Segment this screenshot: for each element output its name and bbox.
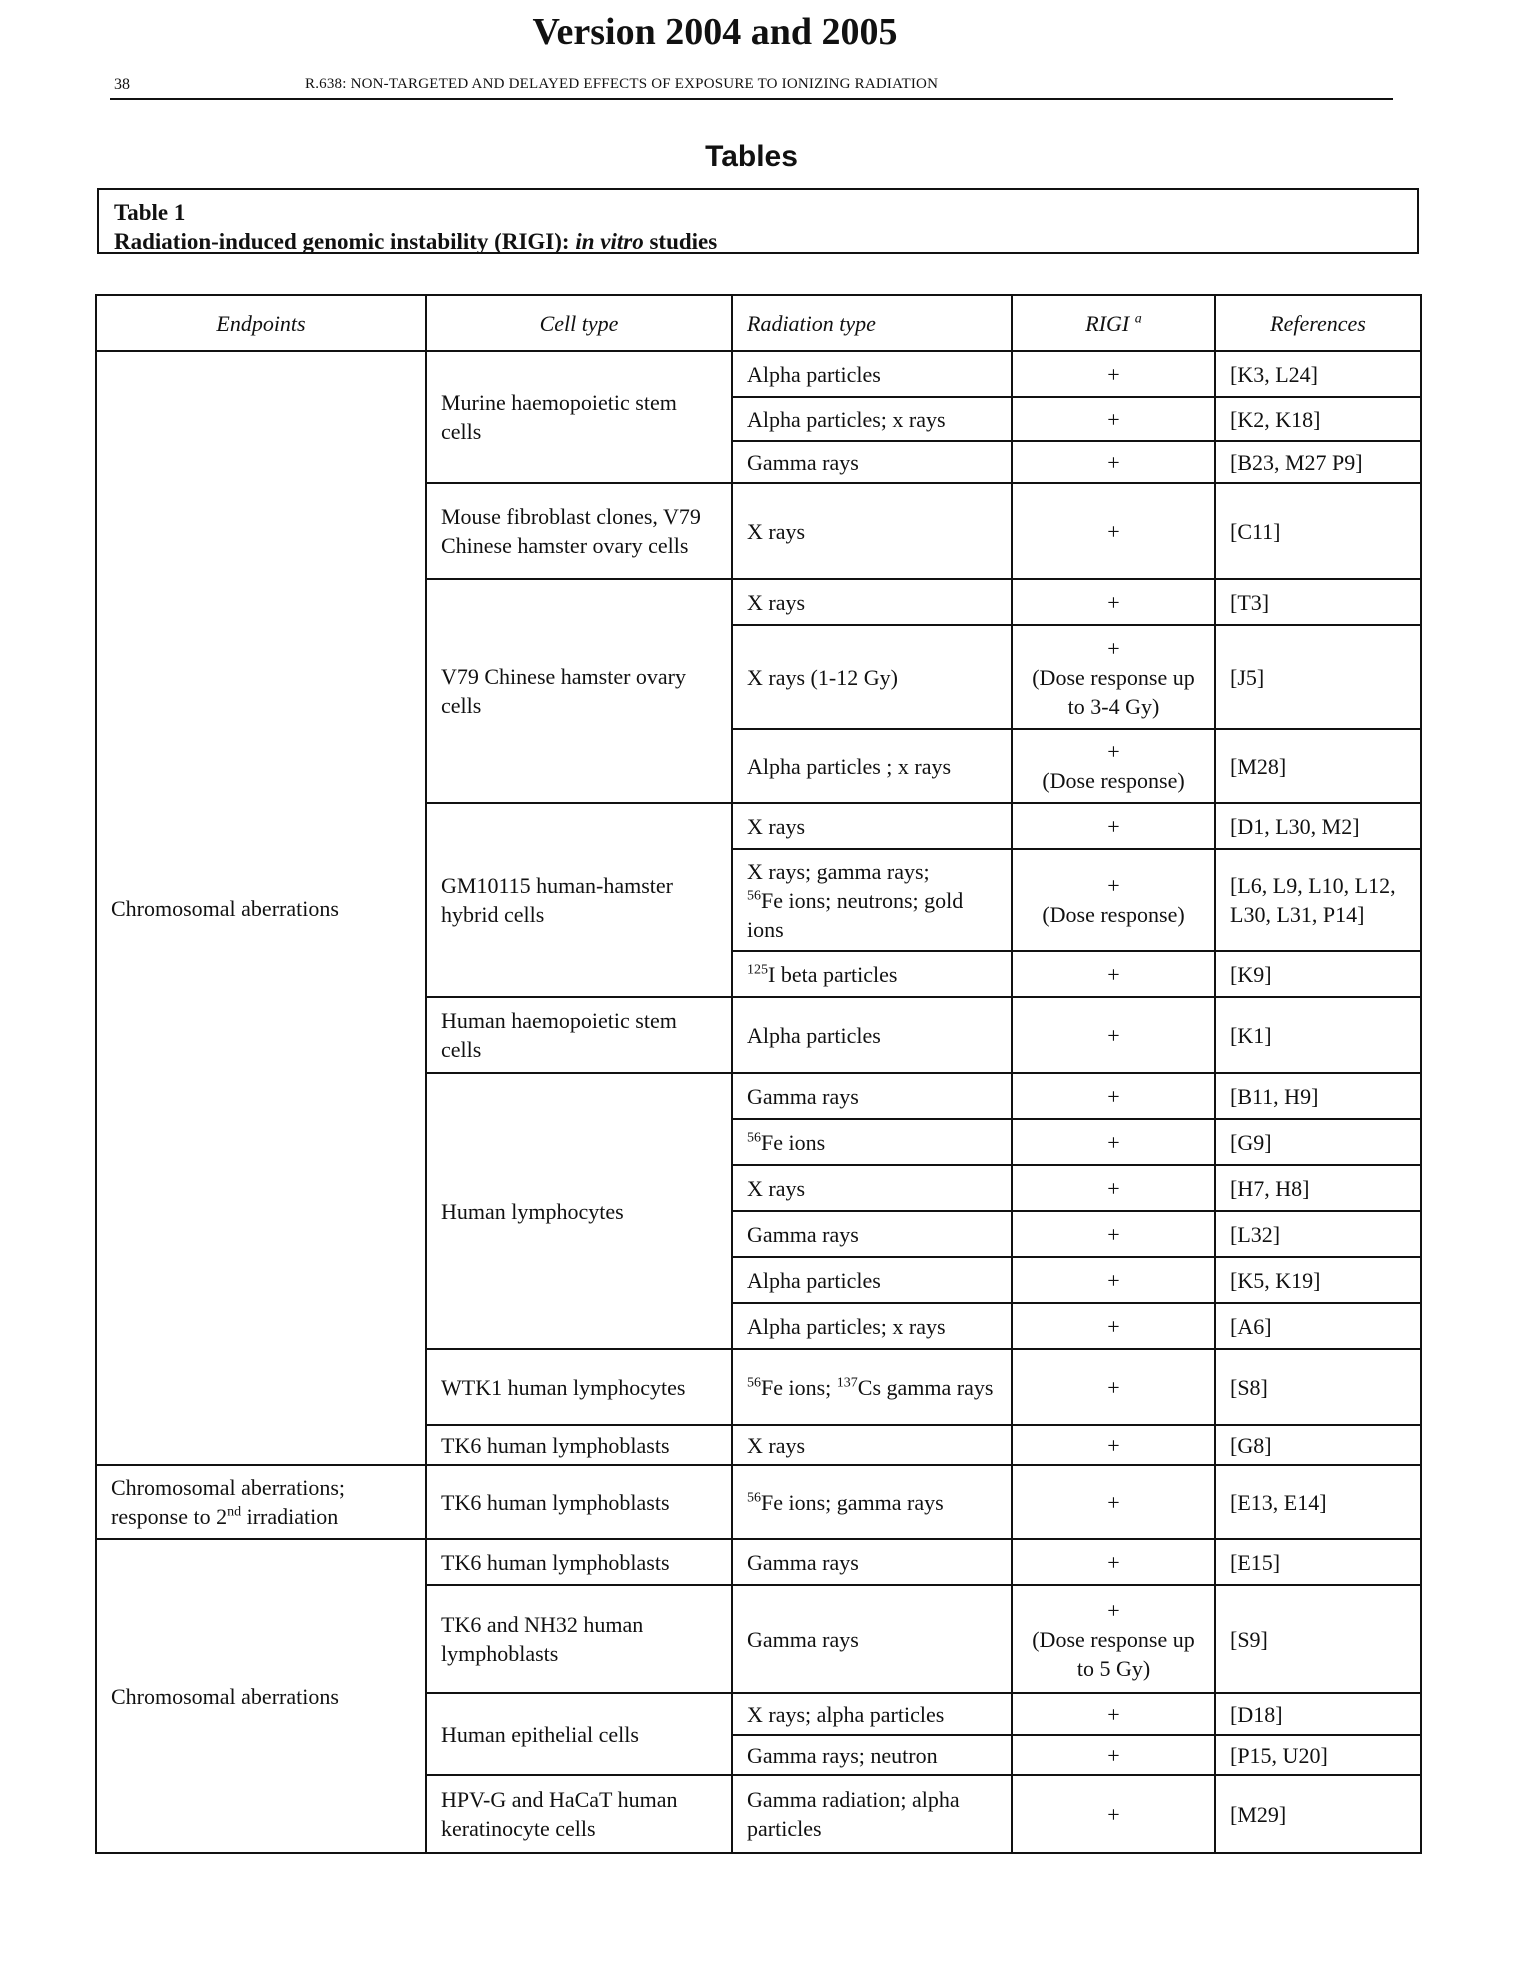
reference-cell: [L32] [1215,1211,1421,1257]
reference-cell: [M29] [1215,1775,1421,1853]
rigi-cell: + [1012,803,1215,849]
version-banner: Version 2004 and 2005 [532,11,898,53]
section-title: Tables [705,140,798,173]
cell-type-cell: TK6 human lymphoblasts [426,1465,732,1539]
reference-cell: [E15] [1215,1539,1421,1585]
rigi-cell: + (Dose response) [1012,849,1215,951]
reference-cell: [J5] [1215,625,1421,729]
cell-type-cell: Human epithelial cells [426,1693,732,1775]
cell-type-cell: GM10115 human-hamster hybrid cells [426,803,732,997]
radiation-cell: Gamma rays [732,1539,1012,1585]
table-number: Table 1 [114,200,186,225]
reference-cell: [B23, M27 P9] [1215,441,1421,483]
reference-cell: [K2, K18] [1215,397,1421,441]
radiation-cell: X rays [732,483,1012,579]
endpoint-cell: Chromosomal aberrations; response to 2nd irradiation [96,1465,426,1539]
radiation-cell: Gamma rays [732,441,1012,483]
page-number: 38 [114,76,130,93]
rigi-cell: + [1012,441,1215,483]
reference-cell: [L6, L9, L10, L12, L30, L31, P14] [1215,849,1421,951]
rigi-cell: + [1012,1073,1215,1119]
rigi-cell: + [1012,1119,1215,1165]
rigi-cell: + (Dose response up to 3-4 Gy) [1012,625,1215,729]
rigi-cell: + [1012,579,1215,625]
rigi-cell: + (Dose response up to 5 Gy) [1012,1585,1215,1693]
rigi-cell: + [1012,1775,1215,1853]
reference-cell: [K1] [1215,997,1421,1073]
rigi-cell: + [1012,1425,1215,1465]
col-header-references: References [1215,295,1421,351]
reference-cell: [K3, L24] [1215,351,1421,397]
endpoint-cell: Chromosomal aberrations [96,1539,426,1853]
col-header-endpoints: Endpoints [96,295,426,351]
radiation-cell: $^{56}$Fe ions; gamma rays [732,1465,1012,1539]
table-title-suffix: studies [643,229,718,254]
rigi-cell: + [1012,397,1215,441]
radiation-cell: $^{56}$Fe ions; $^{137}$Cs gamma rays [732,1349,1012,1425]
reference-cell: [S8] [1215,1349,1421,1425]
radiation-cell: Alpha particles; x rays [732,397,1012,441]
col-header-rigi: RIGI $^a$ [1012,295,1215,351]
rigi-table [95,294,1422,1854]
rigi-cell: + [1012,997,1215,1073]
rigi-cell: + [1012,1211,1215,1257]
cell-type-cell: Human haemopoietic stem cells [426,997,732,1073]
header-title: R.638: NON-TARGETED AND DELAYED EFFECTS OF EXPOSURE TO IONIZING RADIATION [305,76,939,92]
col-header-cell-type: Cell type [426,295,732,351]
rigi-cell: + [1012,483,1215,579]
reference-cell: [S9] [1215,1585,1421,1693]
rigi-cell: + [1012,1735,1215,1775]
radiation-cell: Gamma rays; neutron [732,1735,1012,1775]
reference-cell: [P15, U20] [1215,1735,1421,1775]
reference-cell: [M28] [1215,729,1421,803]
table-title-italic: in vitro [575,229,644,254]
radiation-cell: X rays; gamma rays; $^{56}$Fe ions; neutrons; gold ions [732,849,1012,951]
table-title [114,227,1417,256]
rigi-cell: + [1012,1539,1215,1585]
table-row [96,1465,1421,1539]
reference-cell: [A6] [1215,1303,1421,1349]
table-title-prefix: Radiation-induced genomic instability (RIGI): [114,229,576,254]
cell-type-cell: TK6 human lymphoblasts [426,1539,732,1585]
rigi-cell: + [1012,1465,1215,1539]
radiation-cell: Alpha particles [732,1257,1012,1303]
rigi-cell: + [1012,1303,1215,1349]
radiation-cell: $^{56}$Fe ions [732,1119,1012,1165]
table-row [96,1539,1421,1585]
radiation-cell: Gamma rays [732,1073,1012,1119]
radiation-cell: Gamma rays [732,1211,1012,1257]
cell-type-cell: V79 Chinese hamster ovary cells [426,579,732,803]
radiation-cell: Gamma radiation; alpha particles [732,1775,1012,1853]
rigi-cell: + [1012,1257,1215,1303]
col-header-radiation-type: Radiation type [732,295,1012,351]
radiation-cell: X rays (1-12 Gy) [732,625,1012,729]
cell-type-cell: Murine haemopoietic stem cells [426,351,732,483]
rigi-cell: + [1012,1693,1215,1735]
table-caption [97,188,1419,254]
rigi-cell: + [1012,951,1215,997]
radiation-cell: X rays [732,579,1012,625]
reference-cell: [K5, K19] [1215,1257,1421,1303]
rigi-cell: + [1012,1165,1215,1211]
cell-type-cell: TK6 human lymphoblasts [426,1425,732,1465]
radiation-cell: Gamma rays [732,1585,1012,1693]
radiation-cell: X rays [732,803,1012,849]
rigi-cell: + (Dose response) [1012,729,1215,803]
radiation-cell: X rays [732,1165,1012,1211]
reference-cell: [C11] [1215,483,1421,579]
cell-type-cell: WTK1 human lymphocytes [426,1349,732,1425]
cell-type-cell: HPV-G and HaCaT human keratinocyte cells [426,1775,732,1853]
reference-cell: [E13, E14] [1215,1465,1421,1539]
table-row [96,351,1421,397]
radiation-cell: Alpha particles ; x rays [732,729,1012,803]
reference-cell: [D1, L30, M2] [1215,803,1421,849]
reference-cell: [G8] [1215,1425,1421,1465]
reference-cell: [B11, H9] [1215,1073,1421,1119]
running-header [110,76,1393,100]
radiation-cell: Alpha particles [732,351,1012,397]
radiation-cell: Alpha particles [732,997,1012,1073]
cell-type-cell: Human lymphocytes [426,1073,732,1349]
radiation-cell: X rays; alpha particles [732,1693,1012,1735]
radiation-cell: X rays [732,1425,1012,1465]
rigi-cell: + [1012,1349,1215,1425]
reference-cell: [H7, H8] [1215,1165,1421,1211]
radiation-cell: Alpha particles; x rays [732,1303,1012,1349]
reference-cell: [D18] [1215,1693,1421,1735]
table-header-row [96,295,1421,351]
reference-cell: [K9] [1215,951,1421,997]
cell-type-cell: TK6 and NH32 human lymphoblasts [426,1585,732,1693]
radiation-cell: $^{125}$I beta particles [732,951,1012,997]
endpoint-cell: Chromosomal aberrations [96,351,426,1465]
reference-cell: [T3] [1215,579,1421,625]
rigi-cell: + [1012,351,1215,397]
cell-type-cell: Mouse fibroblast clones, V79 Chinese hamster ovary cells [426,483,732,579]
reference-cell: [G9] [1215,1119,1421,1165]
